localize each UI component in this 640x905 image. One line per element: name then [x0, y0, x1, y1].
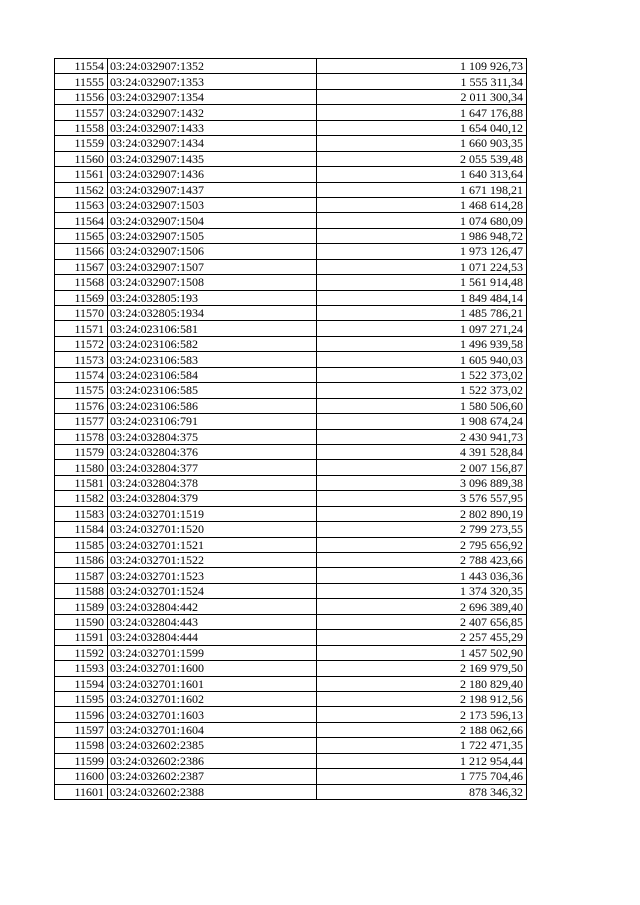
row-number-cell: 11586: [55, 553, 108, 568]
value-cell: 2 055 539,48: [317, 151, 527, 166]
cadastral-number-cell: 03:24:032602:2388: [108, 784, 317, 799]
cadastral-number-cell: 03:24:032701:1604: [108, 722, 317, 737]
cadastral-number-cell: 03:24:032907:1353: [108, 74, 317, 89]
row-number-cell: 11599: [55, 753, 108, 768]
row-number-cell: 11579: [55, 444, 108, 459]
row-number-cell: 11587: [55, 568, 108, 583]
table-row: [55, 506, 527, 521]
cadastral-number-cell: 03:24:032804:444: [108, 630, 317, 645]
row-number-cell: 11590: [55, 614, 108, 629]
value-cell: 1 640 313,64: [317, 167, 527, 182]
value-cell: 2 011 300,34: [317, 89, 527, 104]
table-row: [55, 398, 527, 413]
cadastral-number-cell: 03:24:032907:1432: [108, 105, 317, 120]
value-cell: 1 522 373,02: [317, 383, 527, 398]
row-number-cell: 11561: [55, 167, 108, 182]
row-number-cell: 11565: [55, 228, 108, 243]
table-row: [55, 537, 527, 552]
value-cell: 2 430 941,73: [317, 429, 527, 444]
row-number-cell: 11571: [55, 321, 108, 336]
value-cell: 1 212 954,44: [317, 753, 527, 768]
table-row: [55, 244, 527, 259]
row-number-cell: 11584: [55, 522, 108, 537]
cadastral-number-cell: 03:24:023106:586: [108, 398, 317, 413]
cadastral-number-cell: 03:24:032701:1522: [108, 553, 317, 568]
cadastral-number-cell: 03:24:032701:1523: [108, 568, 317, 583]
cadastral-number-cell: 03:24:032907:1437: [108, 182, 317, 197]
value-cell: 1 908 674,24: [317, 414, 527, 429]
value-cell: 1 580 506,60: [317, 398, 527, 413]
cadastral-number-cell: 03:24:023106:581: [108, 321, 317, 336]
row-number-cell: 11555: [55, 74, 108, 89]
row-number-cell: 11582: [55, 491, 108, 506]
table-row: [55, 722, 527, 737]
row-number-cell: 11568: [55, 275, 108, 290]
value-cell: 2 799 273,55: [317, 522, 527, 537]
value-cell: 1 849 484,14: [317, 290, 527, 305]
table-row: [55, 306, 527, 321]
cadastral-number-cell: 03:24:032805:1934: [108, 306, 317, 321]
cadastral-number-cell: 03:24:032701:1600: [108, 661, 317, 676]
row-number-cell: 11575: [55, 383, 108, 398]
value-cell: 1 671 198,21: [317, 182, 527, 197]
table-row: [55, 105, 527, 120]
table-row: [55, 383, 527, 398]
value-cell: 2 188 062,66: [317, 722, 527, 737]
cadastral-number-cell: 03:24:032804:379: [108, 491, 317, 506]
cadastral-number-cell: 03:24:032907:1433: [108, 120, 317, 135]
table-row: [55, 228, 527, 243]
table-row: [55, 414, 527, 429]
value-cell: 2 007 156,87: [317, 460, 527, 475]
value-cell: 3 576 557,95: [317, 491, 527, 506]
table-row: [55, 491, 527, 506]
cadastral-number-cell: 03:24:032701:1519: [108, 506, 317, 521]
cadastral-number-cell: 03:24:032907:1506: [108, 244, 317, 259]
cadastral-number-cell: 03:24:032804:376: [108, 444, 317, 459]
value-cell: 2 788 423,66: [317, 553, 527, 568]
table-row: [55, 738, 527, 753]
value-cell: 1 775 704,46: [317, 769, 527, 784]
value-cell: 1 074 680,09: [317, 213, 527, 228]
row-number-cell: 11554: [55, 59, 108, 74]
table-row: [55, 290, 527, 305]
value-cell: 2 795 656,92: [317, 537, 527, 552]
value-cell: 1 468 614,28: [317, 197, 527, 212]
value-cell: 1 722 471,35: [317, 738, 527, 753]
cadastral-number-cell: 03:24:032907:1436: [108, 167, 317, 182]
cadastral-number-cell: 03:24:023106:583: [108, 352, 317, 367]
cadastral-number-cell: 03:24:032907:1354: [108, 89, 317, 104]
row-number-cell: 11557: [55, 105, 108, 120]
value-cell: 2 173 596,13: [317, 707, 527, 722]
cadastral-number-cell: 03:24:032804:378: [108, 475, 317, 490]
cadastral-number-cell: 03:24:032907:1352: [108, 59, 317, 74]
cadastral-number-cell: 03:24:032701:1524: [108, 583, 317, 598]
table-row: [55, 522, 527, 537]
table-row: [55, 707, 527, 722]
row-number-cell: 11560: [55, 151, 108, 166]
cadastral-number-cell: 03:24:032804:375: [108, 429, 317, 444]
row-number-cell: 11573: [55, 352, 108, 367]
row-number-cell: 11589: [55, 599, 108, 614]
cadastral-number-cell: 03:24:032907:1504: [108, 213, 317, 228]
table-row: [55, 691, 527, 706]
value-cell: 1 485 786,21: [317, 306, 527, 321]
cadastral-number-cell: 03:24:032701:1601: [108, 676, 317, 691]
table-row: [55, 151, 527, 166]
value-cell: 1 496 939,58: [317, 336, 527, 351]
table-row: [55, 753, 527, 768]
value-cell: 2 802 890,19: [317, 506, 527, 521]
row-number-cell: 11600: [55, 769, 108, 784]
value-cell: 1 443 036,36: [317, 568, 527, 583]
row-number-cell: 11585: [55, 537, 108, 552]
value-cell: 1 071 224,53: [317, 259, 527, 274]
row-number-cell: 11567: [55, 259, 108, 274]
table-row: [55, 352, 527, 367]
value-cell: 1 097 271,24: [317, 321, 527, 336]
table-row: [55, 769, 527, 784]
value-cell: 2 257 455,29: [317, 630, 527, 645]
table-row: [55, 460, 527, 475]
table-row: [55, 120, 527, 135]
cadastral-number-cell: 03:24:032907:1503: [108, 197, 317, 212]
table-row: [55, 614, 527, 629]
value-cell: 1 986 948,72: [317, 228, 527, 243]
table-row: [55, 167, 527, 182]
table-body: [55, 59, 527, 800]
row-number-cell: 11593: [55, 661, 108, 676]
cadastral-number-cell: 03:24:032907:1505: [108, 228, 317, 243]
row-number-cell: 11562: [55, 182, 108, 197]
cadastral-number-cell: 03:24:023106:584: [108, 367, 317, 382]
row-number-cell: 11583: [55, 506, 108, 521]
row-number-cell: 11559: [55, 136, 108, 151]
row-number-cell: 11588: [55, 583, 108, 598]
cadastral-number-cell: 03:24:032907:1434: [108, 136, 317, 151]
cadastral-number-cell: 03:24:032701:1599: [108, 645, 317, 660]
value-cell: 2 198 912,56: [317, 691, 527, 706]
cadastral-number-cell: 03:24:032701:1602: [108, 691, 317, 706]
table-row: [55, 661, 527, 676]
cadastral-number-cell: 03:24:032804:442: [108, 599, 317, 614]
row-number-cell: 11596: [55, 707, 108, 722]
row-number-cell: 11556: [55, 89, 108, 104]
row-number-cell: 11595: [55, 691, 108, 706]
value-cell: 1 654 040,12: [317, 120, 527, 135]
table-row: [55, 645, 527, 660]
value-cell: 4 391 528,84: [317, 444, 527, 459]
row-number-cell: 11577: [55, 414, 108, 429]
row-number-cell: 11578: [55, 429, 108, 444]
row-number-cell: 11581: [55, 475, 108, 490]
row-number-cell: 11570: [55, 306, 108, 321]
value-cell: 1 660 903,35: [317, 136, 527, 151]
row-number-cell: 11572: [55, 336, 108, 351]
table-row: [55, 568, 527, 583]
value-cell: 878 346,32: [317, 784, 527, 799]
cadastral-number-cell: 03:24:032907:1435: [108, 151, 317, 166]
value-cell: 3 096 889,38: [317, 475, 527, 490]
value-cell: 1 457 502,90: [317, 645, 527, 660]
row-number-cell: 11592: [55, 645, 108, 660]
cadastral-number-cell: 03:24:032804:443: [108, 614, 317, 629]
table-row: [55, 553, 527, 568]
cadastral-number-cell: 03:24:023106:582: [108, 336, 317, 351]
table-row: [55, 182, 527, 197]
table-row: [55, 444, 527, 459]
row-number-cell: 11598: [55, 738, 108, 753]
row-number-cell: 11564: [55, 213, 108, 228]
cadastral-number-cell: 03:24:032701:1603: [108, 707, 317, 722]
table-row: [55, 336, 527, 351]
table-row: [55, 475, 527, 490]
value-cell: 2 180 829,40: [317, 676, 527, 691]
table-row: [55, 89, 527, 104]
row-number-cell: 11591: [55, 630, 108, 645]
row-number-cell: 11594: [55, 676, 108, 691]
table-row: [55, 676, 527, 691]
value-cell: 1 647 176,88: [317, 105, 527, 120]
cadastral-number-cell: 03:24:032602:2386: [108, 753, 317, 768]
cadastral-number-cell: 03:24:032701:1520: [108, 522, 317, 537]
table-row: [55, 74, 527, 89]
table-row: [55, 259, 527, 274]
table-row: [55, 583, 527, 598]
table-row: [55, 630, 527, 645]
row-number-cell: 11566: [55, 244, 108, 259]
cadastral-number-cell: 03:24:032602:2385: [108, 738, 317, 753]
value-cell: 2 696 389,40: [317, 599, 527, 614]
value-cell: 1 555 311,34: [317, 74, 527, 89]
value-cell: 1 109 926,73: [317, 59, 527, 74]
table-row: [55, 213, 527, 228]
table-row: [55, 321, 527, 336]
row-number-cell: 11576: [55, 398, 108, 413]
value-cell: 1 522 373,02: [317, 367, 527, 382]
table-row: [55, 59, 527, 74]
table-row: [55, 197, 527, 212]
table-row: [55, 275, 527, 290]
cadastral-number-cell: 03:24:032701:1521: [108, 537, 317, 552]
row-number-cell: 11580: [55, 460, 108, 475]
table-row: [55, 429, 527, 444]
cadastral-number-cell: 03:24:032602:2387: [108, 769, 317, 784]
row-number-cell: 11574: [55, 367, 108, 382]
row-number-cell: 11563: [55, 197, 108, 212]
cadastral-number-cell: 03:24:032907:1507: [108, 259, 317, 274]
row-number-cell: 11558: [55, 120, 108, 135]
row-number-cell: 11597: [55, 722, 108, 737]
value-cell: 2 169 979,50: [317, 661, 527, 676]
cadastral-number-cell: 03:24:023106:585: [108, 383, 317, 398]
cadastral-number-cell: 03:24:032907:1508: [108, 275, 317, 290]
value-cell: 1 374 320,35: [317, 583, 527, 598]
table-row: [55, 784, 527, 799]
row-number-cell: 11569: [55, 290, 108, 305]
row-number-cell: 11601: [55, 784, 108, 799]
table-row: [55, 136, 527, 151]
value-cell: 1 973 126,47: [317, 244, 527, 259]
cadastral-value-table: [54, 58, 527, 800]
value-cell: 2 407 656,85: [317, 614, 527, 629]
table-row: [55, 367, 527, 382]
cadastral-number-cell: 03:24:032805:193: [108, 290, 317, 305]
value-cell: 1 561 914,48: [317, 275, 527, 290]
table-row: [55, 599, 527, 614]
value-cell: 1 605 940,03: [317, 352, 527, 367]
cadastral-number-cell: 03:24:032804:377: [108, 460, 317, 475]
cadastral-number-cell: 03:24:023106:791: [108, 414, 317, 429]
